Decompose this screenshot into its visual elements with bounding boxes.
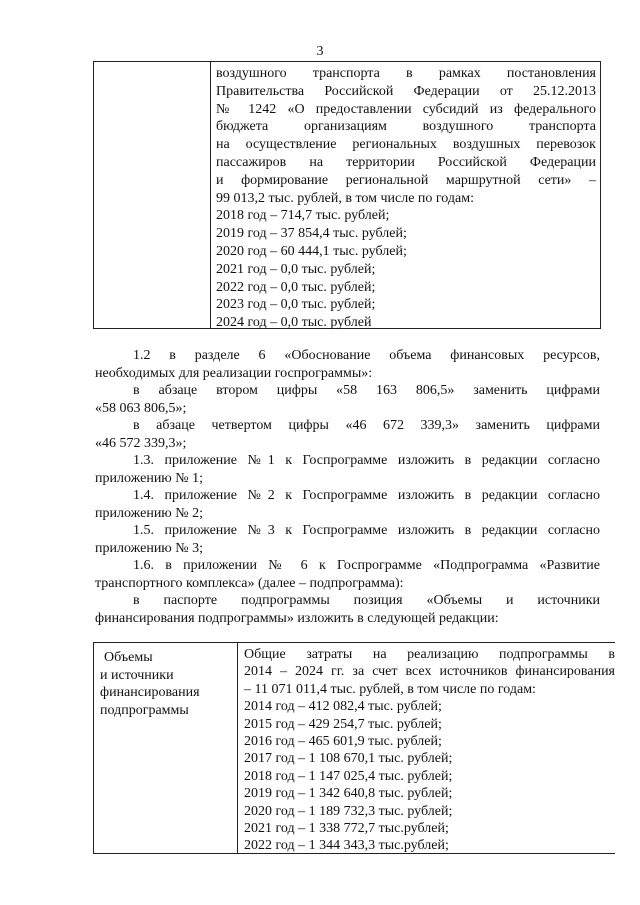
- table-divider: [210, 62, 211, 328]
- funding-text-cell: [216, 65, 596, 332]
- label-line: финансирования: [100, 685, 200, 701]
- label-line: Объемы: [104, 650, 153, 665]
- text-line: необходимых для реализации госпрограммы»:: [95, 365, 373, 381]
- text-line: транспортного комплекса» (далее – подпрограмма):: [95, 575, 404, 591]
- text-line: приложению № 2;: [95, 505, 204, 521]
- year-line: 2020 год – 1 189 732,3 тыс. рублей;: [244, 803, 453, 819]
- year-line: 2016 год – 465 601,9 тыс. рублей;: [244, 734, 442, 750]
- year-line: 2017 год – 1 108 670,1 тыс. рублей;: [244, 751, 453, 767]
- year-line: 2020 год – 60 444,1 тыс. рублей;: [216, 243, 407, 259]
- label-line: подпрограммы: [100, 702, 189, 718]
- text-line: 1.4. приложение №2 к Госпрограмме изложить в редакции согласно: [133, 488, 600, 503]
- text-line: бюджета организациям воздушного транспорта: [216, 119, 596, 135]
- year-line: 2019 год – 1 342 640,8 тыс. рублей;: [244, 786, 453, 802]
- paragraph-passport: [95, 592, 600, 627]
- text-line: 99 013,2 тыс. рублей, в том числе по годам:: [216, 190, 474, 206]
- year-line: 2024 год – 0,0 тыс. рублей: [216, 315, 372, 331]
- year-line: 2022 год – 0,0 тыс. рублей;: [216, 279, 376, 295]
- text-line: – 11 071 011,4 тыс. рублей, в том числе по годам:: [244, 681, 536, 697]
- text-line: на осуществление региональных воздушных перевозок: [216, 137, 596, 153]
- text-line: приложению № 3;: [95, 540, 204, 556]
- year-line: 2014 год – 412 082,4 тыс. рублей;: [244, 699, 442, 715]
- page-number: 3: [316, 44, 324, 59]
- row-label: [100, 649, 200, 719]
- text-line: 1.5. приложение №3 к Госпрограмме изложить в редакции согласно: [133, 523, 600, 538]
- text-line: 2014 – 2024 гг. за счет всех источников финансирования: [244, 664, 615, 680]
- text-line: «46 572 339,3»;: [95, 435, 187, 451]
- text-line: 1.6. в приложении № 6 к Госпрограмме «Подпрограмма «Развитие: [133, 558, 600, 573]
- funding-table-continued: [93, 61, 601, 329]
- text-line: «58 063 806,5»;: [95, 400, 187, 416]
- year-line: 2018 год – 714,7 тыс. рублей;: [216, 208, 390, 224]
- text-line: пассажиров на территории Российской Федерации: [216, 154, 596, 170]
- subprogram-funding-cell: [244, 646, 615, 855]
- text-line: Правительства Российской Федерации от 25.12.2013: [216, 83, 596, 99]
- label-line: и источники: [100, 667, 174, 683]
- text-line: в абзаце четвертом цифры «46 672 339,3» заменить цифрами: [133, 418, 600, 433]
- paragraph-1-6: [95, 557, 600, 592]
- paragraph-1-4: [95, 487, 600, 522]
- subprogram-funding-table: [93, 642, 615, 854]
- text-line: финансирования подпрограммы» изложить в следующей редакции:: [95, 610, 499, 626]
- paragraph-replace-4: [95, 417, 600, 452]
- paragraph-1-5: [95, 522, 600, 557]
- paragraph-replace-2: [95, 382, 600, 417]
- text-line: № 1242 «О предоставлении субсидий из федерального: [216, 101, 596, 117]
- paragraph-1-2: [95, 347, 600, 382]
- paragraph-1-3: [95, 452, 600, 487]
- text-line: в абзаце втором цифры «58 163 806,5» заменить цифрами: [133, 383, 600, 398]
- year-line: 2023 год – 0,0 тыс. рублей;: [216, 297, 376, 313]
- year-line: 2022 год – 1 344 343,3 тыс.рублей;: [244, 838, 449, 854]
- text-line: 1.2 в разделе 6 «Обоснование объема финансовых ресурсов,: [133, 348, 600, 363]
- year-line: 2019 год – 37 854,4 тыс. рублей;: [216, 226, 407, 242]
- text-line: и формирование региональной маршрутной сети» –: [216, 172, 596, 188]
- text-line: воздушного транспорта в рамках постановления: [216, 66, 596, 81]
- text-line: Общие затраты на реализацию подпрограммы в: [244, 647, 615, 662]
- table-divider: [237, 643, 238, 853]
- text-line: приложению № 1;: [95, 470, 204, 486]
- year-line: 2021 год – 1 338 772,7 тыс.рублей;: [244, 821, 449, 837]
- year-line: 2021 год – 0,0 тыс. рублей;: [216, 261, 376, 277]
- year-line: 2015 год – 429 254,7 тыс. рублей;: [244, 716, 442, 732]
- text-line: 1.3. приложение №1 к Госпрограмме изложить в редакции согласно: [133, 453, 600, 468]
- year-line: 2018 год – 1 147 025,4 тыс. рублей;: [244, 768, 453, 784]
- text-line: в паспорте подпрограммы позиция «Объемы и источники: [133, 593, 600, 608]
